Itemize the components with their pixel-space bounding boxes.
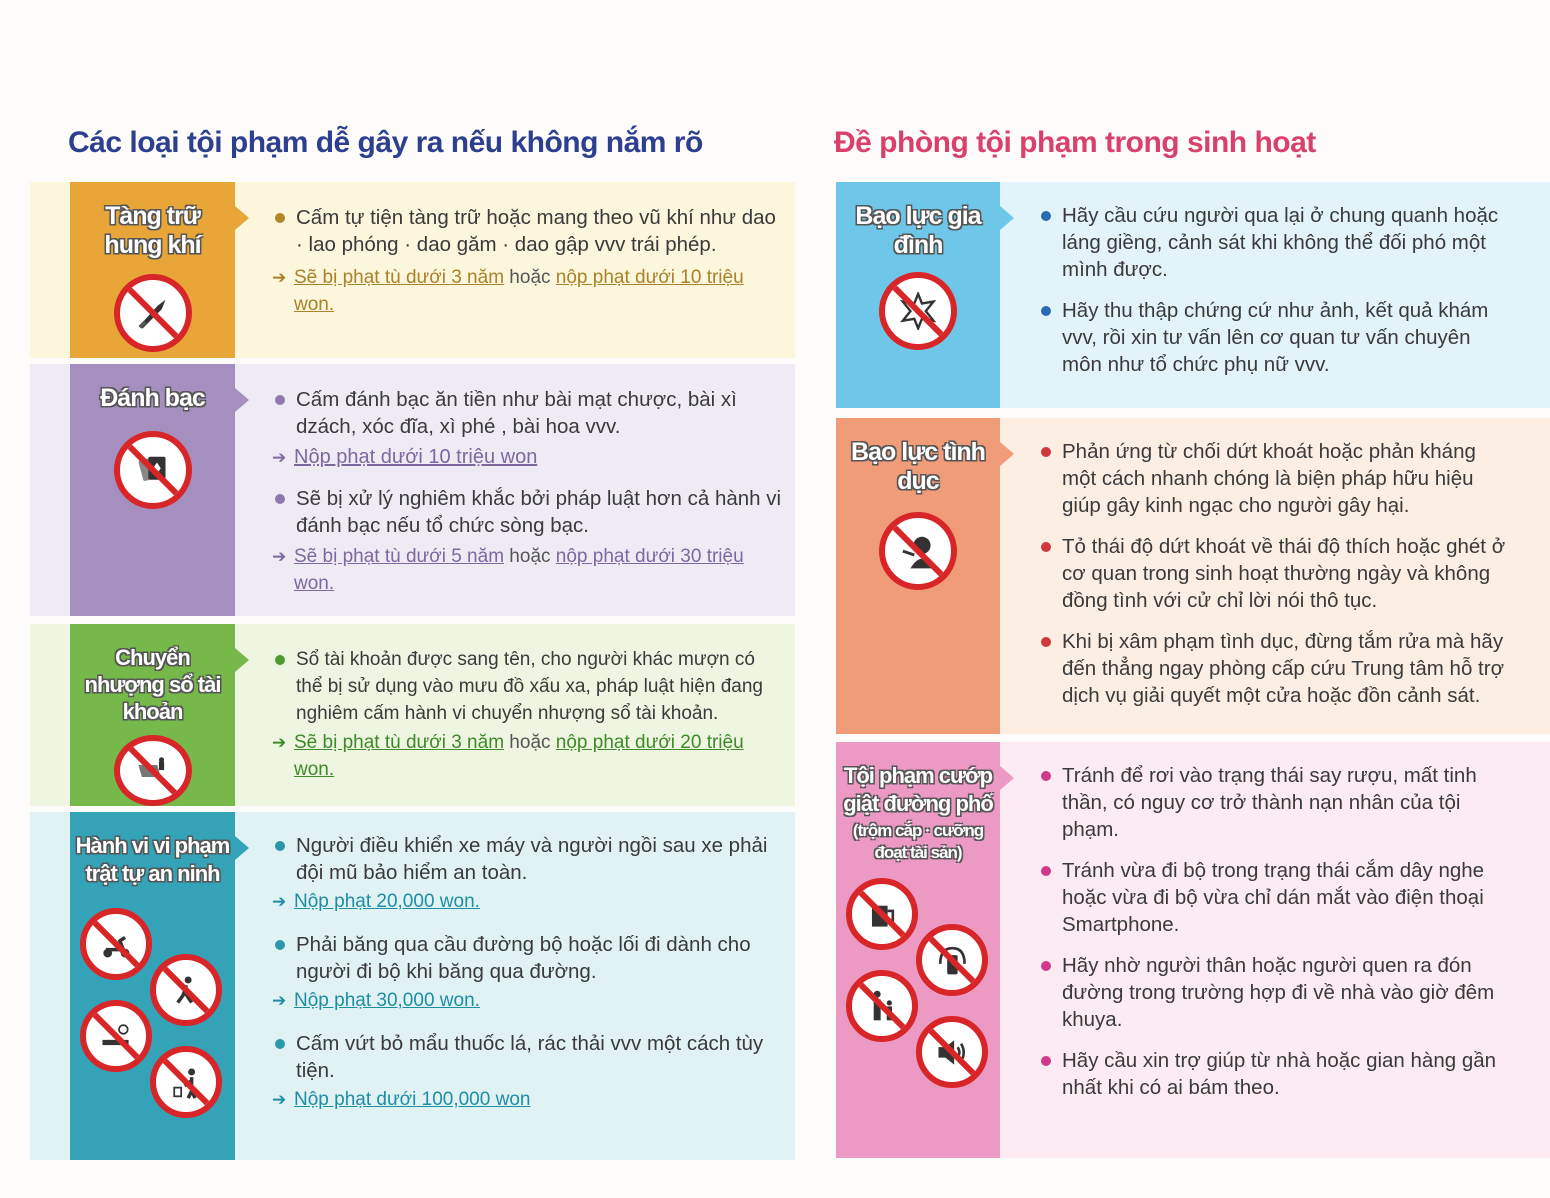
street-robbery-bullet-4: Hãy cầu xin trợ giúp từ nhà hoặc gian hàng gần nhất khi có ai bám theo. — [1038, 1047, 1508, 1101]
section-gambling — [30, 364, 795, 616]
weapon-content — [272, 204, 782, 358]
gambling-penalty-2: ➔ Sẽ bị phạt tù dưới 5 năm hoặc nộp phạt dưới 30 triệu won. — [272, 543, 782, 597]
sexual-violence-label — [836, 418, 1000, 734]
domestic-violence-content — [1038, 202, 1508, 408]
right-heading: Đề phòng tội phạm trong sinh hoạt — [834, 126, 1316, 159]
public-order-label — [70, 812, 235, 1160]
domestic-violence-bullet-2: Hãy thu thập chứng cứ như ảnh, kết quả khám vvv, rồi xin tư vấn lên cơ quan tư vấn chuyên môn như tổ chức phụ nữ vvv. — [1038, 297, 1508, 378]
section-domestic-violence — [836, 182, 1550, 408]
public-order-bullet-1: Người điều khiển xe máy và người ngồi sau xe phải đội mũ bảo hiểm an toàn. — [272, 832, 782, 886]
weapon-label — [70, 182, 235, 358]
public-order-title: Hành vi vi phạm trật tự an ninh — [75, 833, 230, 886]
scooter-helmet-icon — [99, 927, 134, 962]
playing-card-icon — [133, 451, 171, 489]
sexual-violence-bullet-3: Khi bị xâm phạm tình dục, đừng tắm rửa mà hãy đến thẳng ngay phòng cấp cứu Trung tâm hỗ trợ dịch vụ giải quyết một cửa hoặc đồn cảnh sát. — [1038, 628, 1508, 709]
speaker-icon — [935, 1035, 970, 1070]
domestic-violence-icon — [899, 292, 937, 330]
account-label — [70, 624, 235, 806]
gambling-penalty-1: ➔ Nộp phạt dưới 10 triệu won — [272, 444, 782, 471]
street-robbery-title: Tội phạm cướp giật đường phố — [843, 763, 993, 816]
section-sexual-violence — [836, 418, 1550, 734]
section-public-order — [30, 812, 795, 1160]
section-street-robbery — [836, 742, 1550, 1158]
street-robbery-content — [1038, 762, 1508, 1158]
gambling-content — [272, 386, 782, 616]
public-order-penalty-1: ➔ Nộp phạt 20,000 won. — [272, 888, 782, 915]
weapon-penalty: ➔ Sẽ bị phạt tù dưới 3 năm hoặc nộp phạt dưới 10 triệu won. — [272, 264, 782, 318]
account-content — [272, 646, 782, 806]
section-weapon — [30, 182, 795, 358]
headphones-phone-icon — [935, 943, 970, 978]
domestic-violence-bullet-1: Hãy cầu cứu người qua lại ở chung quanh hoặc láng giềng, cảnh sát khi không thể đối phó một mình được. — [1038, 202, 1508, 283]
street-robbery-bullet-3: Hãy nhờ người thân hoặc người quen ra đón đường trong trường hợp đi về nhà vào giờ đêm khuya. — [1038, 952, 1508, 1033]
street-robbery-label — [836, 742, 1000, 1158]
account-penalty: ➔ Sẽ bị phạt tù dưới 3 năm hoặc nộp phạt dưới 20 triệu won. — [272, 729, 782, 783]
jaywalking-icon — [169, 973, 204, 1008]
weapon-bullet: Cấm tự tiện tàng trữ hoặc mang theo vũ khí như dao · lao phóng · dao găm · dao gập vvv trái phép. — [272, 204, 782, 258]
sexual-violence-bullet-2: Tỏ thái độ dứt khoát về thái độ thích hoặc ghét ở cơ quan trong sinh hoạt thường ngày và không đồng tình với cử chỉ lời nói thô tục. — [1038, 533, 1508, 614]
public-order-bullet-2: Phải băng qua cầu đường bộ hoặc lối đi dành cho người đi bộ khi băng qua đường. — [272, 931, 782, 985]
gambling-title: Đánh bạc — [100, 384, 205, 412]
gambling-label — [70, 364, 235, 616]
account-title: Chuyển nhượng sổ tài khoản — [84, 645, 221, 724]
family-walk-icon — [865, 989, 900, 1024]
street-robbery-bullet-1: Tránh để rơi vào trạng thái say rượu, mất tinh thần, có nguy cơ trở thành nạn nhân của tội phạm. — [1038, 762, 1508, 843]
sexual-violence-title: Bạo lực tình dục — [851, 438, 985, 495]
account-bullet: Sổ tài khoản được sang tên, cho người khác mượn có thể bị sử dụng vào mưu đồ xấu xa, pháp luật hiện đang nghiêm cấm hành vi chuyển nhượng sổ tài khoản. — [272, 646, 782, 727]
public-order-bullet-3: Cấm vứt bỏ mẩu thuốc lá, rác thải vvv một cách tùy tiện. — [272, 1030, 782, 1084]
section-account-transfer — [30, 624, 795, 806]
street-robbery-bullet-2: Tránh vừa đi bộ trong trạng thái cắm dây nghe hoặc vừa đi bộ vừa chỉ dán mắt vào điện thoại Smartphone. — [1038, 857, 1508, 938]
gambling-bullet-1: Cấm đánh bạc ăn tiền như bài mạt chược, bài xì dzách, xóc đĩa, xì phé , bài hoa vvv. — [272, 386, 782, 440]
littering-icon — [169, 1065, 204, 1100]
public-order-penalty-2: ➔ Nộp phạt 30,000 won. — [272, 987, 782, 1014]
knife-icon — [133, 294, 171, 332]
street-robbery-subtitle: (trộm cắp · cưỡng đoạt tài sản) — [852, 821, 984, 862]
bankbook-stamp-icon — [133, 753, 171, 787]
domestic-violence-label — [836, 182, 1000, 408]
sexual-violence-bullet-1: Phản ứng từ chối dứt khoát hoặc phản kháng một cách nhanh chóng là biện pháp hữu hiệu giúp gây kinh ngạc cho người gây hại. — [1038, 438, 1508, 519]
domestic-violence-title: Bạo lực gia đình — [855, 202, 981, 259]
public-order-content — [272, 832, 782, 1160]
sexual-violence-content — [1038, 438, 1508, 734]
cigarette-icon — [99, 1019, 134, 1054]
beer-icon — [865, 897, 900, 932]
public-order-penalty-3: ➔ Nộp phạt dưới 100,000 won — [272, 1086, 782, 1113]
gambling-bullet-2: Sẽ bị xử lý nghiêm khắc bởi pháp luật hơn cả hành vi đánh bạc nếu tổ chức sòng bạc. — [272, 485, 782, 539]
harassment-icon — [899, 532, 937, 570]
left-heading: Các loại tội phạm dễ gây ra nếu không nắm rõ — [68, 126, 703, 159]
weapon-title: Tàng trữ hung khí — [104, 202, 201, 259]
